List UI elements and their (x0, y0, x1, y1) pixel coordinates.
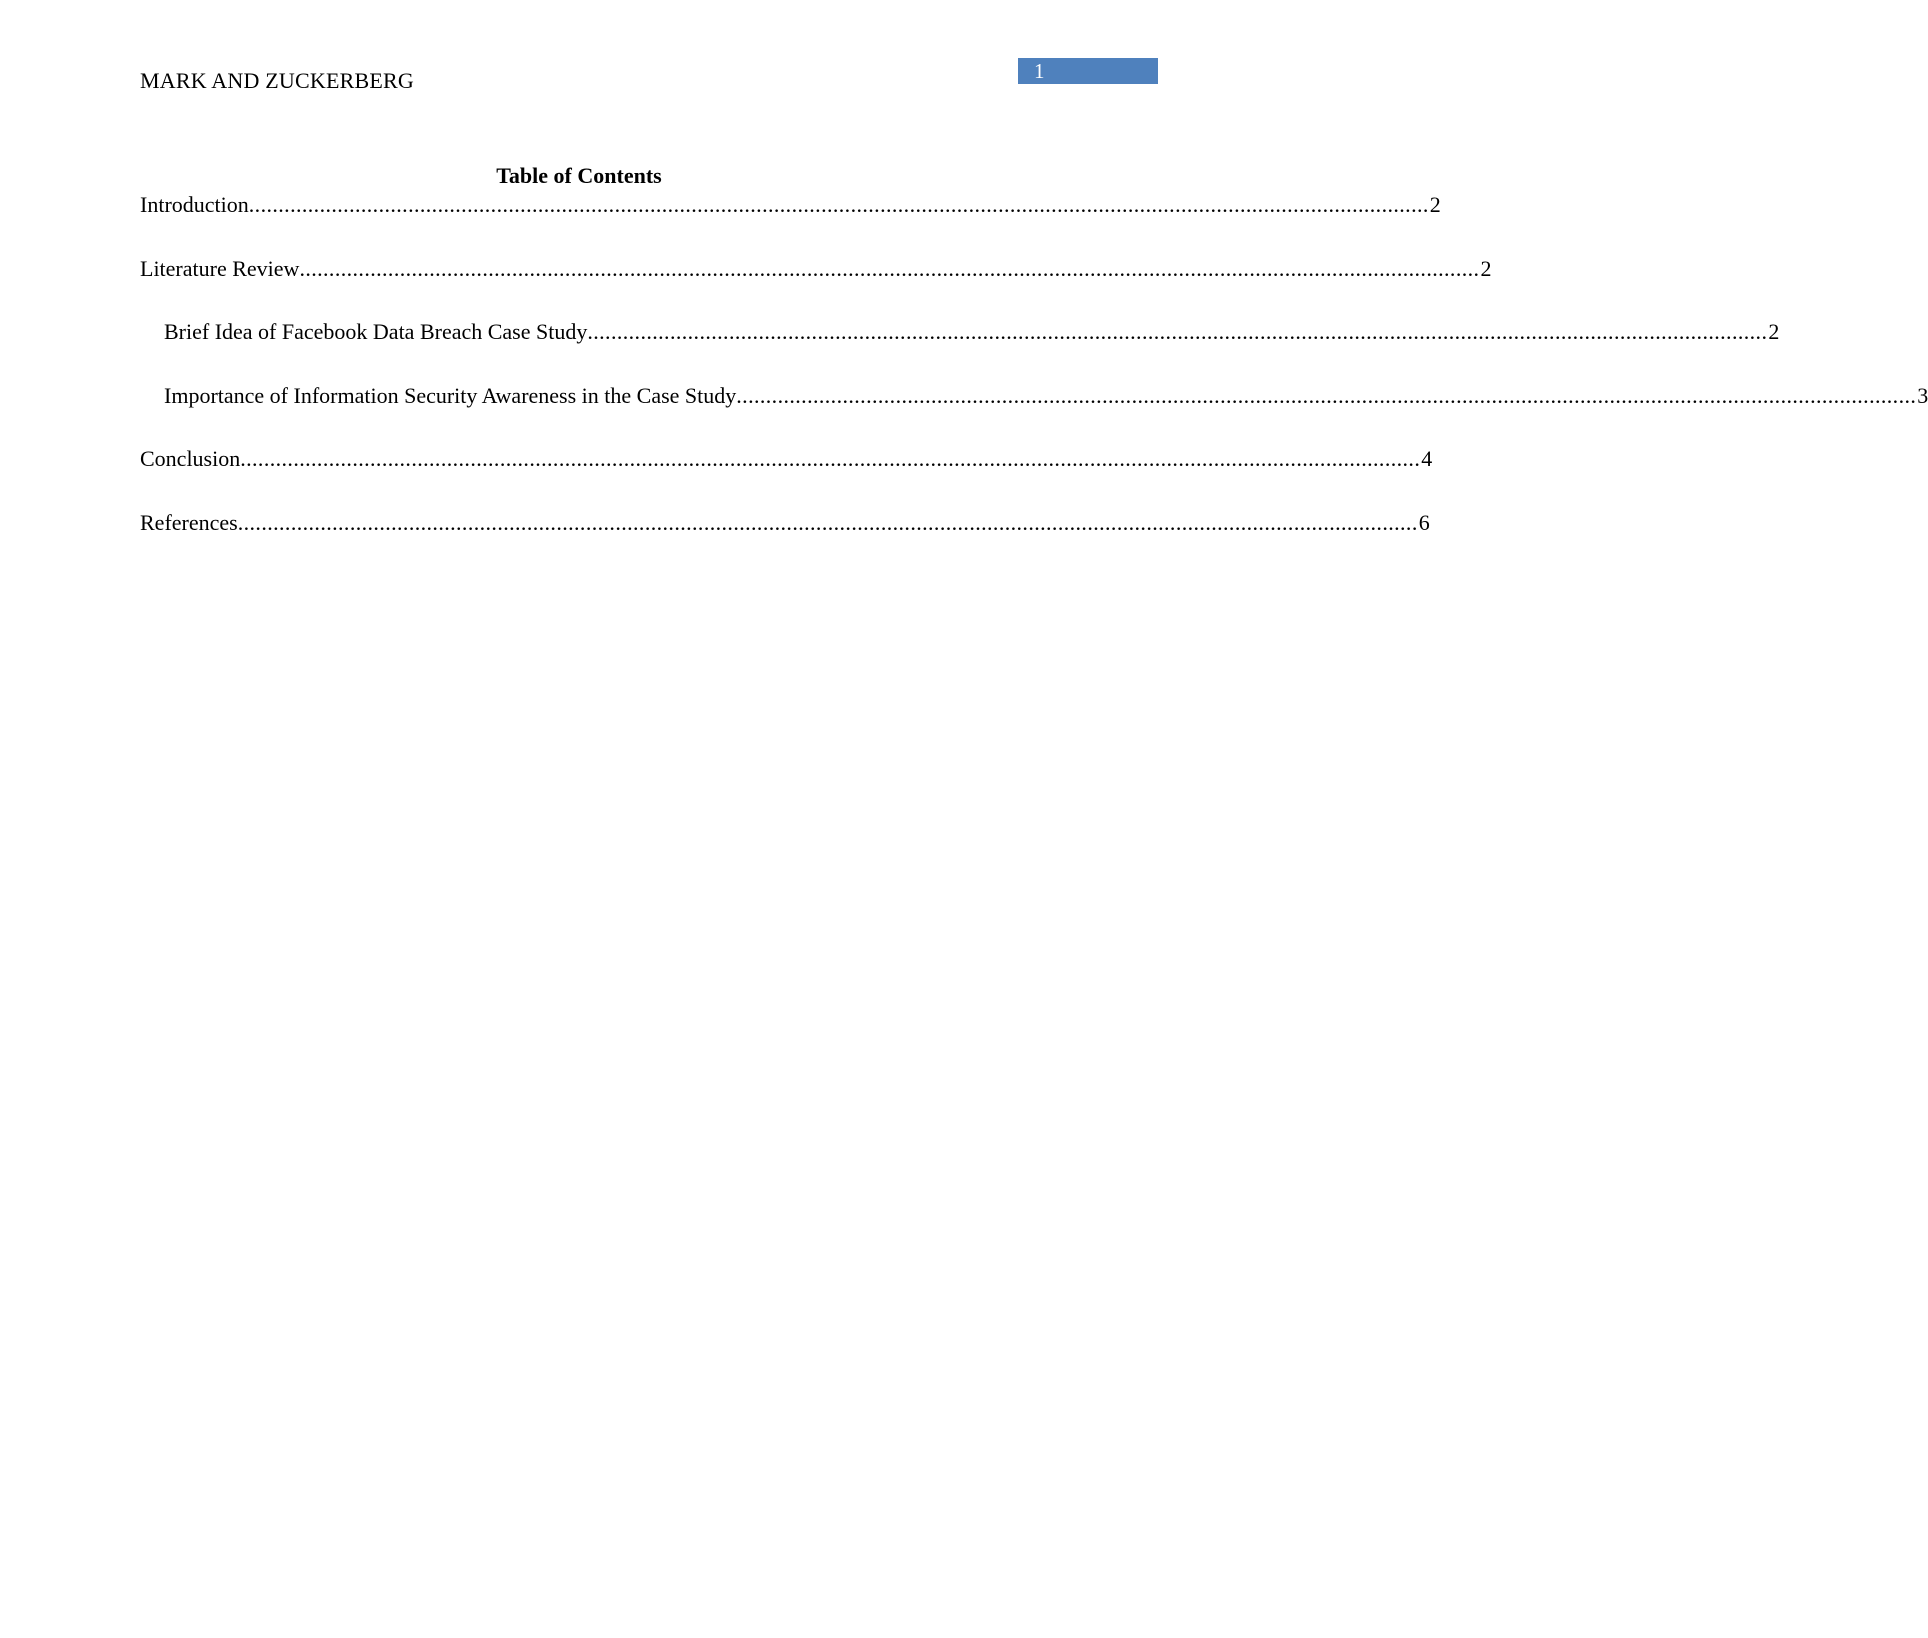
toc-entry-label: Importance of Information Security Awareness in the Case Study (164, 382, 737, 408)
toc-entry-label: Introduction (140, 192, 249, 217)
toc-entry-conclusion[interactable] (140, 446, 1433, 472)
toc-dot-leader: ........................................................................................................................................................................................................ (248, 192, 1429, 217)
toc-entry-references[interactable] (140, 509, 1430, 536)
page-number-bar (1018, 58, 1158, 84)
toc-entry-literature-review[interactable] (140, 255, 1492, 282)
toc-entry-page: 6 (1418, 509, 1430, 535)
toc-entry-importance[interactable] (140, 382, 1928, 409)
table-of-contents (140, 192, 1928, 573)
page-number: 1 (1034, 59, 1045, 83)
toc-dot-leader: ........................................................................................................................................................................................................ (299, 255, 1480, 281)
toc-entry-page: 4 (1421, 446, 1433, 471)
toc-dot-leader: ........................................................................................................................................................................................................ (237, 509, 1418, 535)
toc-title: Table of Contents (496, 163, 662, 188)
toc-dot-leader: ........................................................................................................................................................................................................ (736, 382, 1917, 408)
toc-entry-brief-idea[interactable] (140, 319, 1780, 345)
toc-entry-page: 2 (1768, 319, 1780, 344)
toc-entry-label: Brief Idea of Facebook Data Breach Case Study (164, 319, 588, 344)
toc-entry-label: Literature Review (140, 255, 300, 281)
running-head: MARK AND ZUCKERBERG (140, 68, 414, 93)
toc-dot-leader: ........................................................................................................................................................................................................ (240, 446, 1421, 471)
toc-entry-label: References (140, 509, 238, 535)
toc-entry-label: Conclusion (140, 446, 241, 471)
toc-entry-page: 2 (1429, 192, 1441, 217)
toc-entry-page: 2 (1480, 255, 1492, 281)
toc-entry-page: 3 (1917, 382, 1928, 408)
toc-entry-introduction[interactable] (140, 192, 1441, 218)
toc-dot-leader: ........................................................................................................................................................................................................ (587, 319, 1768, 344)
